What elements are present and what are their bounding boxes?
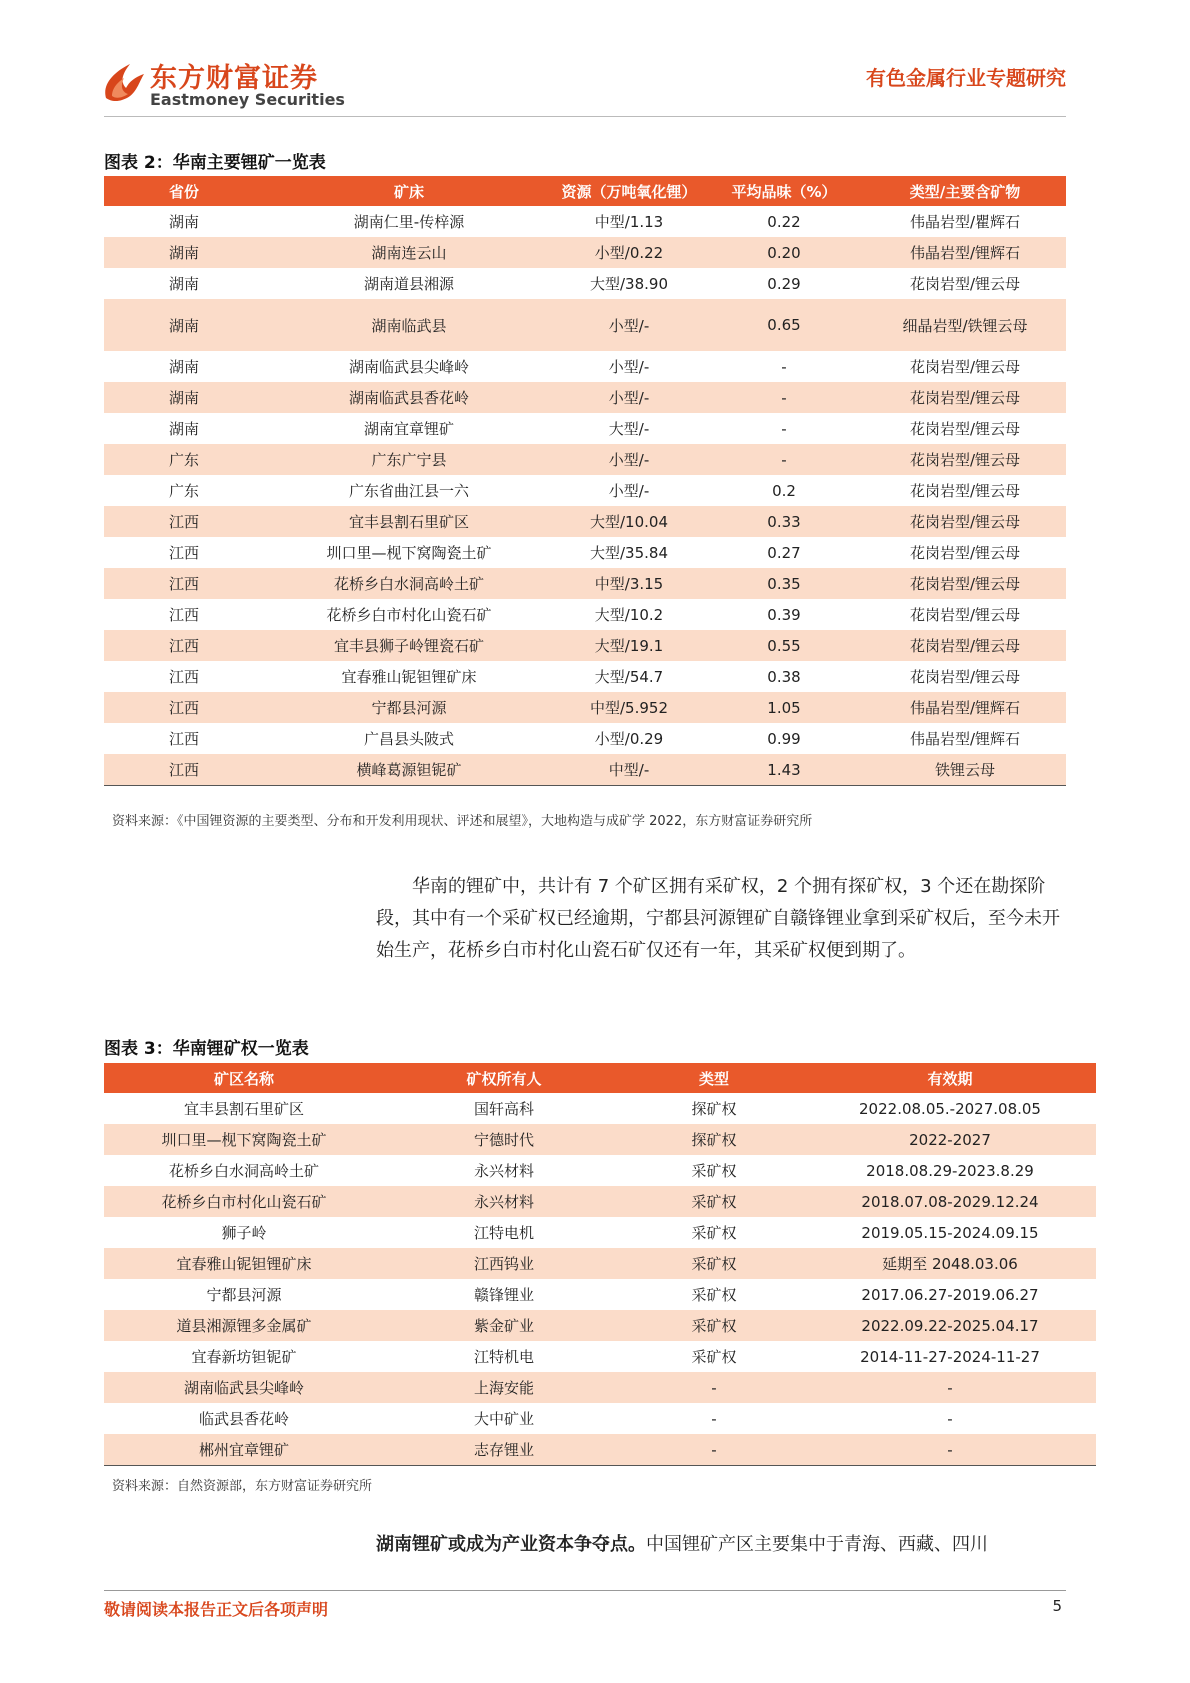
table-cell: 广东 xyxy=(104,444,264,475)
table-cell: 永兴材料 xyxy=(384,1186,624,1217)
table-cell: 小型/- xyxy=(608,482,650,500)
col-owner: 矿权所有人 xyxy=(384,1063,624,1093)
table-cell: 宜春新坊钽铌矿 xyxy=(191,1348,297,1366)
table-cell: 广东 xyxy=(168,482,199,500)
lithium-deposits-table xyxy=(104,176,1066,786)
table-cell: 2014-11-27-2024-11-27 xyxy=(860,1347,1040,1366)
table-cell: 大型/19.1 xyxy=(554,630,704,661)
table2-header-row xyxy=(104,1063,1096,1093)
table-cell: 0.35 xyxy=(704,568,864,599)
report-title: 有色金属行业专题研究 xyxy=(866,66,1066,90)
table-cell: 湖南 xyxy=(168,275,199,293)
table2-row xyxy=(104,1434,1096,1466)
table-cell: 采矿权 xyxy=(624,1248,804,1279)
page-number: 5 xyxy=(1052,1597,1062,1615)
table-cell: 上海安能 xyxy=(384,1372,624,1403)
table1-source: 资料来源：《中国锂资源的主要类型、分布和开发利用现状、评述和展望》，大地构造与成矿学 2022，东方财富证券研究所 xyxy=(112,814,813,829)
table1-row xyxy=(104,268,1066,299)
table-cell: 宜丰县割石里矿区 xyxy=(183,1100,304,1118)
table-cell: 江西 xyxy=(104,692,264,723)
table2-row xyxy=(104,1217,1096,1248)
table-cell: 大中矿业 xyxy=(473,1410,534,1428)
table1-row xyxy=(104,413,1066,444)
table-cell: - xyxy=(624,1434,804,1466)
table-cell: 江西 xyxy=(168,668,199,686)
table-cell: 广昌县头陂式 xyxy=(363,730,454,748)
table2-row xyxy=(104,1093,1096,1124)
table-cell: 江西 xyxy=(168,544,199,562)
table-cell: 0.38 xyxy=(767,667,801,686)
table-cell: 宁都县河源 xyxy=(264,692,554,723)
table1-row xyxy=(104,630,1066,661)
table-cell: 江西钨业 xyxy=(384,1248,624,1279)
table-cell: 铁锂云母 xyxy=(864,754,1066,786)
table1-row xyxy=(104,692,1066,723)
closing-bold: 湖南锂矿或成为产业资本争夺点。 xyxy=(376,1534,646,1555)
col-deposit: 矿床 xyxy=(264,176,554,206)
table-cell: 花岗岩型/锂云母 xyxy=(864,382,1066,413)
closing-text: 中国锂矿产区主要集中于青海、西藏、四川 xyxy=(646,1534,988,1555)
table2-row xyxy=(104,1155,1096,1186)
table-cell: 采矿权 xyxy=(691,1162,737,1180)
table1-row xyxy=(104,661,1066,692)
table-cell: 1.43 xyxy=(704,754,864,786)
table-cell: 花岗岩型/锂云母 xyxy=(864,630,1066,661)
table1-row xyxy=(104,568,1066,599)
table-cell: 0.27 xyxy=(767,543,801,562)
table-cell: 0.29 xyxy=(767,274,801,293)
table-cell: 花岗岩型/锂云母 xyxy=(909,606,1021,624)
table-cell: 江西 xyxy=(104,506,264,537)
col-grade: 平均品味（%） xyxy=(704,176,864,206)
table-cell: 伟晶岩型/锂辉石 xyxy=(864,692,1066,723)
table-cell: 大型/- xyxy=(608,420,650,438)
table-cell: 大型/10.04 xyxy=(554,506,704,537)
table-cell: 1.05 xyxy=(704,692,864,723)
table-cell: - xyxy=(781,419,787,438)
table-cell: - xyxy=(704,382,864,413)
table-cell: 湖南 xyxy=(168,358,199,376)
table-cell: 花岗岩型/锂云母 xyxy=(864,568,1066,599)
table2-row xyxy=(104,1310,1096,1341)
table-cell: 伟晶岩型/锂辉石 xyxy=(864,237,1066,268)
table2-row xyxy=(104,1248,1096,1279)
table-cell: 狮子岭 xyxy=(221,1224,267,1242)
table-cell: 湖南临武县 xyxy=(264,299,554,351)
table-cell: 湖南道县湘源 xyxy=(363,275,454,293)
table-cell: 2022-2027 xyxy=(804,1124,1096,1155)
table-cell: 延期至 2048.03.06 xyxy=(804,1248,1096,1279)
flame-logo-icon xyxy=(100,58,146,104)
table-cell: 湖南临武县尖峰岭 xyxy=(104,1372,384,1403)
table-cell: 中型/3.15 xyxy=(554,568,704,599)
table-cell: 采矿权 xyxy=(691,1224,737,1242)
table-cell: 湖南 xyxy=(104,299,264,351)
table-cell: 大型/35.84 xyxy=(590,544,668,562)
table-cell: - xyxy=(704,444,864,475)
table-cell: 2017.06.27-2019.06.27 xyxy=(861,1285,1039,1304)
table-cell: - xyxy=(711,1409,717,1428)
table1-row xyxy=(104,475,1066,506)
table-cell: 大型/10.2 xyxy=(594,606,664,624)
table-cell: 湖南宜章锂矿 xyxy=(363,420,454,438)
table-cell: 小型/- xyxy=(554,299,704,351)
table-cell: 0.22 xyxy=(767,212,801,231)
table-cell: 探矿权 xyxy=(624,1124,804,1155)
table-cell: 采矿权 xyxy=(624,1186,804,1217)
table1-header-row xyxy=(104,176,1066,206)
table2-source: 资料来源：自然资源部，东方财富证券研究所 xyxy=(112,1479,373,1494)
table-cell: 探矿权 xyxy=(691,1100,737,1118)
table-cell: - xyxy=(624,1372,804,1403)
table-cell: 2018.08.29-2023.8.29 xyxy=(866,1161,1034,1180)
table-cell: 大型/54.7 xyxy=(594,668,664,686)
table-cell: - xyxy=(781,357,787,376)
table-cell: 花岗岩型/锂云母 xyxy=(864,444,1066,475)
table-cell: 0.55 xyxy=(704,630,864,661)
table1-row xyxy=(104,754,1066,786)
table-cell: 小型/0.22 xyxy=(554,237,704,268)
col-type: 类型/主要含矿物 xyxy=(864,176,1066,206)
table1-row xyxy=(104,444,1066,475)
table-cell: 2022.08.05.-2027.08.05 xyxy=(859,1099,1041,1118)
table2-row xyxy=(104,1403,1096,1434)
table-cell: 小型/- xyxy=(608,358,650,376)
table1-row xyxy=(104,237,1066,268)
col-mine-name: 矿区名称 xyxy=(104,1063,384,1093)
logo-text-cn: 东方财富证券 xyxy=(150,63,318,94)
company-logo xyxy=(100,52,420,112)
table-cell: 小型/- xyxy=(554,444,704,475)
table-cell: 国轩高科 xyxy=(473,1100,534,1118)
table-cell: 湖南临武县尖峰岭 xyxy=(348,358,469,376)
table-cell: 0.33 xyxy=(704,506,864,537)
col-right-type: 类型 xyxy=(624,1063,804,1093)
table-cell: 花岗岩型/锂云母 xyxy=(909,544,1021,562)
table-cell: 小型/- xyxy=(554,382,704,413)
table-cell: 宜丰县割石里矿区 xyxy=(264,506,554,537)
table-cell: 花岗岩型/锂云母 xyxy=(909,420,1021,438)
logo-text-en: Eastmoney Securities xyxy=(150,90,345,109)
table1-row xyxy=(104,537,1066,568)
table-cell: 赣锋锂业 xyxy=(473,1286,534,1304)
table-cell: 宜春雅山铌钽锂矿床 xyxy=(341,668,477,686)
footer-divider xyxy=(104,1590,1066,1591)
table-cell: 花岗岩型/锂云母 xyxy=(909,482,1021,500)
table-cell: 湖南临武县香花岭 xyxy=(264,382,554,413)
col-validity: 有效期 xyxy=(804,1063,1096,1093)
table-cell: 湖南连云山 xyxy=(264,237,554,268)
table-cell: 圳口里—枧下窝陶瓷土矿 xyxy=(326,544,492,562)
table-cell: 江特电机 xyxy=(473,1224,534,1242)
table-cell: 湖南 xyxy=(168,420,199,438)
table-cell: 0.39 xyxy=(767,605,801,624)
table2-row xyxy=(104,1341,1096,1372)
table-cell: 宁都县河源 xyxy=(206,1286,282,1304)
footer-disclaimer: 敬请阅读本报告正文后各项声明 xyxy=(104,1600,329,1619)
table1-row xyxy=(104,723,1066,754)
table1-row xyxy=(104,299,1066,351)
table-cell: 花桥乡白市村化山瓷石矿 xyxy=(104,1186,384,1217)
table-cell: 临武县香花岭 xyxy=(198,1410,289,1428)
table-cell: 花桥乡白水洞高岭土矿 xyxy=(264,568,554,599)
table-cell: 江西 xyxy=(168,730,199,748)
table-cell: 0.65 xyxy=(704,299,864,351)
table-cell: 湖南 xyxy=(104,237,264,268)
table-cell: 圳口里—枧下窝陶瓷土矿 xyxy=(104,1124,384,1155)
table-cell: 道县湘源锂多金属矿 xyxy=(104,1310,384,1341)
table-cell: 0.99 xyxy=(767,729,801,748)
body-paragraph: 华南的锂矿中，共计有 7 个矿区拥有采矿权，2 个拥有探矿权，3 个还在勘探阶段，其中有一个采矿权已经逾期，宁都县河源锂矿自赣锋锂业拿到采矿权后，至今未开始生产，花桥乡白市村化山瓷石矿仅还有一年，其采矿权便到期了。 xyxy=(376,876,1060,961)
table1-row xyxy=(104,599,1066,630)
table-cell: 2018.07.08-2029.12.24 xyxy=(804,1186,1096,1217)
table-cell: 大型/38.90 xyxy=(590,275,668,293)
table-cell: - xyxy=(804,1372,1096,1403)
table1-row xyxy=(104,206,1066,237)
table-cell: 花岗岩型/锂云母 xyxy=(909,358,1021,376)
table2-row xyxy=(104,1372,1096,1403)
table-cell: 中型/- xyxy=(554,754,704,786)
table-cell: 花岗岩型/锂云母 xyxy=(864,506,1066,537)
table-cell: 采矿权 xyxy=(691,1286,737,1304)
table-cell: - xyxy=(947,1409,953,1428)
table-cell: 0.2 xyxy=(772,481,796,500)
table-cell: 小型/0.29 xyxy=(594,730,664,748)
table-cell: 中型/1.13 xyxy=(594,213,664,231)
table-cell: 伟晶岩型/锂辉石 xyxy=(909,730,1021,748)
table-cell: 2019.05.15-2024.09.15 xyxy=(861,1223,1039,1242)
table-cell: 采矿权 xyxy=(691,1348,737,1366)
table-cell: - xyxy=(804,1434,1096,1466)
table-cell: 永兴材料 xyxy=(473,1162,534,1180)
col-province: 省份 xyxy=(104,176,264,206)
table-cell: 花岗岩型/锂云母 xyxy=(909,668,1021,686)
table-cell: 江西 xyxy=(168,606,199,624)
table1-row xyxy=(104,506,1066,537)
closing-paragraph xyxy=(376,1530,988,1556)
table-cell: 横峰葛源钽铌矿 xyxy=(264,754,554,786)
table-cell: 江西 xyxy=(104,630,264,661)
table-cell: 中型/5.952 xyxy=(554,692,704,723)
table1-row xyxy=(104,382,1066,413)
table-cell: 2022.09.22-2025.04.17 xyxy=(804,1310,1096,1341)
table-cell: 湖南仁里-传梓源 xyxy=(353,213,465,231)
table-cell: 湖南 xyxy=(104,382,264,413)
table-cell: 郴州宜章锂矿 xyxy=(104,1434,384,1466)
table-cell: 广东广宁县 xyxy=(264,444,554,475)
table2-row xyxy=(104,1279,1096,1310)
table-cell: 伟晶岩型/瞿辉石 xyxy=(909,213,1021,231)
table-cell: 湖南 xyxy=(168,213,199,231)
table-cell: 花桥乡白水洞高岭土矿 xyxy=(168,1162,319,1180)
table1-row xyxy=(104,351,1066,382)
table-cell: 志存锂业 xyxy=(384,1434,624,1466)
table-cell: 花岗岩型/锂云母 xyxy=(909,275,1021,293)
table2-row xyxy=(104,1186,1096,1217)
table-cell: 江西 xyxy=(104,754,264,786)
table-cell: 广东省曲江县一六 xyxy=(348,482,469,500)
table-cell: 紫金矿业 xyxy=(384,1310,624,1341)
table2-row xyxy=(104,1124,1096,1155)
table-cell: 采矿权 xyxy=(624,1310,804,1341)
col-resource: 资源（万吨氧化锂） xyxy=(554,176,704,206)
table2-title: 图表 3：华南锂矿权一览表 xyxy=(104,1039,309,1059)
header-divider xyxy=(104,116,1066,117)
table-cell: 宜丰县狮子岭锂瓷石矿 xyxy=(264,630,554,661)
table-cell: 江特机电 xyxy=(473,1348,534,1366)
table-cell: 细晶岩型/铁锂云母 xyxy=(864,299,1066,351)
mining-rights-table xyxy=(104,1063,1096,1466)
table-cell: 江西 xyxy=(104,568,264,599)
table-cell: 宁德时代 xyxy=(384,1124,624,1155)
table-cell: 花桥乡白市村化山瓷石矿 xyxy=(326,606,492,624)
table-cell: 0.20 xyxy=(704,237,864,268)
table-cell: 宜春雅山铌钽锂矿床 xyxy=(104,1248,384,1279)
table1-title: 图表 2：华南主要锂矿一览表 xyxy=(104,153,326,173)
